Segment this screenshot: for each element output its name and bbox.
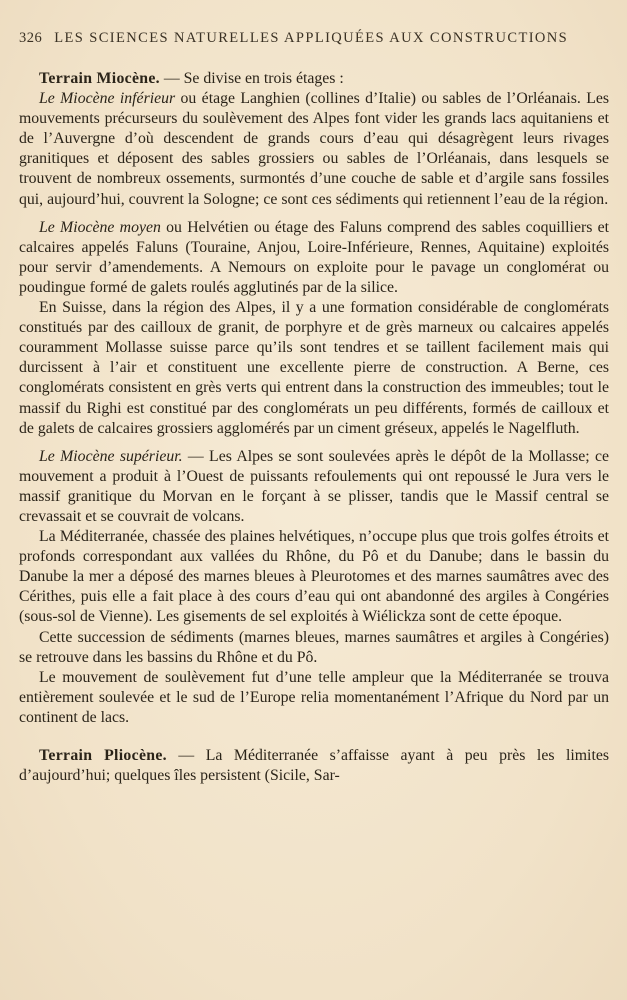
paragraph-miocene-inferieur: [19, 89, 609, 210]
miocene-superieur-label: Le Miocène supérieur.: [39, 447, 183, 465]
paragraph-miocene-superieur: [19, 447, 609, 527]
miocene-intro-text: — Se divise en trois étages :: [159, 70, 344, 87]
miocene-moyen-text: ou Helvétien ou étage des Faluns comprend des sables coquilliers et calcaires appelés Faluns (Touraine, Anjou, Loire-Inférieure, Rennes, Aquitaine) exploités pour servir d’amendements. A Nemours on exploite pour le pavage un conglomérat ou poudingue formé de galets roulés agglutinés par de la silice.: [19, 218, 610, 296]
paragraph-gap: [19, 210, 609, 218]
section-heading-miocene: Terrain Miocène.: [39, 70, 160, 87]
pliocene-text: — La Méditerranée s’affaisse ayant à peu près les limites d’aujourd’hui; quelques îles persistent (Sicile, Sar-: [19, 747, 609, 785]
paragraph-miocene-moyen: [19, 218, 609, 298]
body-text: [19, 69, 609, 786]
running-title: LES SCIENCES NATURELLES APPLIQUÉES AUX CONSTRUCTIONS: [54, 30, 569, 46]
miocene-inferieur-text: ou étage Langhien (collines d’Italie) ou sables de l’Orléanais. Les mouvements précurseurs du soulèvement des Alpes font vider les grands lacs aquitaniens et de l’Auvergne d’où descendent de grands cours d’eau qui désagrègent leurs rivages granitiques et déposent des sables grossiers ou sables de l’Orléanais, dans lesquels se trouvent de nombreux ossements, surmontés d’une couche de sable et d’argile sans fossiles qui, aujourd’hui, couvrent la Sologne; ce sont ces sédiments qui retiennent l’eau de la région.: [19, 90, 609, 208]
page-number: 326: [19, 30, 43, 46]
miocene-moyen-label: Le Miocène moyen: [39, 218, 161, 236]
paragraph-soulevement: Le mouvement de soulèvement fut d’une telle ampleur que la Méditerranée se trouva entièrement soulevée et le sud de l’Europe relia momentanément l’Afrique du Nord par un continent de lacs.: [19, 668, 609, 726]
paragraph-pliocene: [19, 746, 609, 786]
miocene-inferieur-label: Le Miocène inférieur: [39, 90, 176, 108]
miocene-superieur-text: — Les Alpes se sont soulevées après le dépôt de la Mollasse; ce mouvement a produit à l’Ouest de puissants refoulements qui ont repoussé le Jura vers le massif granitique du Morvan en le forçant à se plisser, tandis que le Massif central se crevassait et se couvrait de volcans.: [19, 447, 609, 525]
running-head: [19, 30, 609, 47]
paragraph-miocene-intro: [19, 69, 609, 89]
paragraph-gap: [19, 439, 609, 447]
section-gap: [19, 728, 609, 746]
paragraph-mediterranee: La Méditerranée, chassée des plaines helvétiques, n’occupe plus que trois golfes étroits et profonds correspondant aux vallées du Rhône, du Pô et du Danube; dans le bassin du Danube la mer a déposé des marnes bleues à Pleurotomes et des marnes saumâtres avec des Cérithes, puis elle a fait place à des cours d’eau qui ont abandonné des argiles à Congéries (sous-sol de Vienne). Les gisements de sel exploités à Wiélickza sont de cette époque.: [19, 528, 609, 626]
paragraph-suisse: En Suisse, dans la région des Alpes, il y a une formation considérable de conglomérats constitués par des cailloux de granit, de porphyre et de grès marneux ou calcaires appelés couramment Mollasse suisse parce qu’ils sont tendres et se taillent facilement mais qui durcissent à l’air et constituent une excellente pierre de construction. A Berne, ces conglomérats consistent en grès verts qui entrent dans la construction des immeubles; tout le massif du Righi est constitué par des conglomérats un peu différents, formés de cailloux et de galets de calcaires grossiers agglomérés par un ciment gréseux, appelés le Nagelfluth.: [19, 299, 609, 437]
paragraph-succession: Cette succession de sédiments (marnes bleues, marnes saumâtres et argiles à Congéries) se retrouve dans les bassins du Rhône et du Pô.: [19, 628, 609, 666]
section-heading-pliocene: Terrain Pliocène.: [39, 747, 167, 764]
